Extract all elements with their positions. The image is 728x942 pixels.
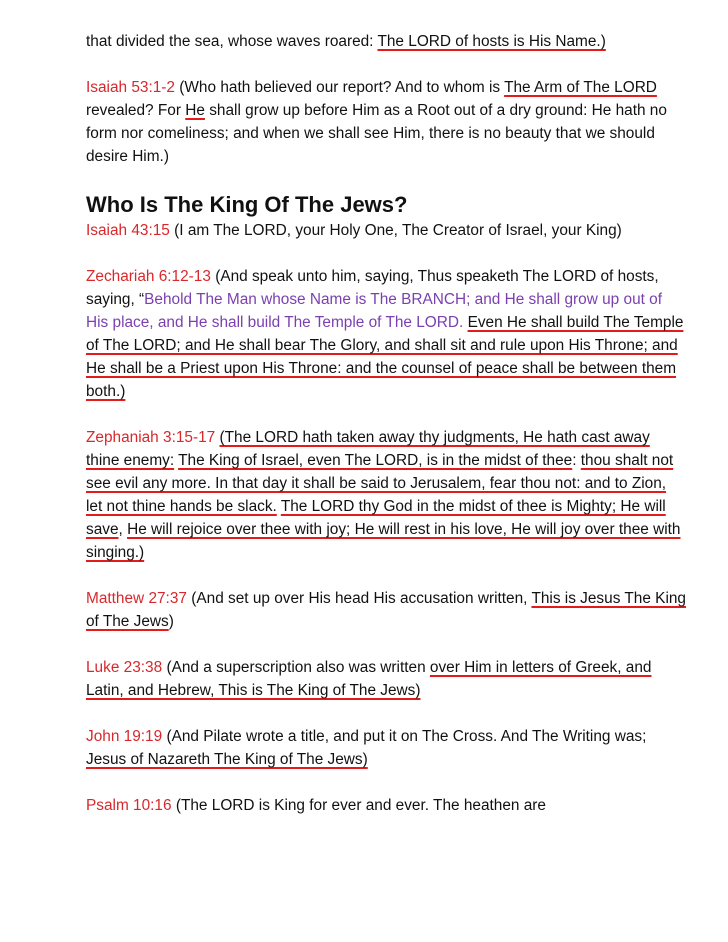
scripture-reference: Luke 23:38 <box>86 659 163 676</box>
paragraph-zephaniah <box>86 426 686 564</box>
scripture-reference: Isaiah 53:1-2 <box>86 79 175 96</box>
underlined-text: Jesus of Nazareth The King of The Jews) <box>86 751 368 768</box>
text-run: shall grow up before Him as a Root out of a dry ground: He hath no form nor comeliness; and when we shall see Him, there is no beauty that we should desire Him.) <box>86 102 667 165</box>
section-heading: Who Is The King Of The Jews? <box>86 192 408 217</box>
scripture-reference: John 19:19 <box>86 728 163 745</box>
underlined-text: (The LORD hath taken away thy judgments, He hath cast away thine enemy: <box>86 429 650 469</box>
document-page <box>86 30 686 817</box>
scripture-reference: Isaiah 43:15 <box>86 222 170 239</box>
text-run: (And set up over His head His accusation written, <box>186 590 532 607</box>
underlined-text: Even He shall build The Temple of The LORD; and He shall bear The Glory, and shall sit and rule upon His Throne; and He shall be a Priest upon His Throne: and the counsel of peace shall be between them both.) <box>86 314 684 400</box>
underlined-text: The Arm of The LORD <box>504 79 657 96</box>
text-run: : <box>572 452 581 469</box>
text-run: (And speak unto him, saying, Thus speaketh The LORD of hosts, saying, “ <box>86 268 659 308</box>
scripture-reference: Zechariah 6:12-13 <box>86 268 211 285</box>
scripture-reference: Zephaniah 3:15-17 <box>86 429 216 446</box>
scripture-reference: Psalm 10:16 <box>86 797 172 814</box>
paragraph-isaiah-53 <box>86 76 686 168</box>
scripture-reference: Matthew 27:37 <box>86 590 187 607</box>
text-run: (And Pilate wrote a title, and put it on The Cross. And The Writing was; <box>162 728 647 745</box>
text-run: (I am The LORD, your Holy One, The Creator of Israel, your King) <box>169 222 622 239</box>
underlined-text: thou shalt not see evil any more. In that day it shall be said to Jerusalem, fear thou not: and to Zion, let not thine hands be slack. <box>86 452 674 515</box>
underlined-text: He will rejoice over thee with joy; He will rest in his love, He will joy over thee with singing.) <box>86 521 681 561</box>
paragraph-john <box>86 725 686 771</box>
text-run: (And a superscription also was written <box>162 659 430 676</box>
text-run: (The LORD is King for ever and ever. The heathen are <box>171 797 546 814</box>
paragraph-zechariah <box>86 265 686 403</box>
text-run: revealed? For <box>86 102 186 119</box>
paragraph-matthew <box>86 587 686 633</box>
underlined-text: He <box>185 102 205 119</box>
paragraph-psalm <box>86 794 686 817</box>
underlined-text: The King of Israel, even The LORD, is in the midst of thee <box>178 452 573 469</box>
text-run: , <box>118 521 128 538</box>
text-run: ) <box>168 613 174 630</box>
paragraph-continuation <box>86 30 686 53</box>
underlined-text: The LORD of hosts is His Name.) <box>377 33 606 50</box>
paragraph-isaiah-43 <box>86 219 686 242</box>
underlined-text: This is Jesus The King of The Jews <box>86 590 686 630</box>
paragraph-luke <box>86 656 686 702</box>
highlighted-quote: Behold The Man whose Name is The BRANCH; and He shall grow up out of His place, and He shall build The Temple of The LORD. <box>86 291 663 331</box>
underlined-text: The LORD thy God in the midst of thee is Mighty; He will save <box>86 498 666 538</box>
underlined-text: over Him in letters of Greek, and Latin, and Hebrew, This is The King of The Jews) <box>86 659 652 699</box>
text-run: (Who hath believed our report? And to whom is <box>175 79 505 96</box>
text-run: that divided the sea, whose waves roared: <box>86 33 378 50</box>
